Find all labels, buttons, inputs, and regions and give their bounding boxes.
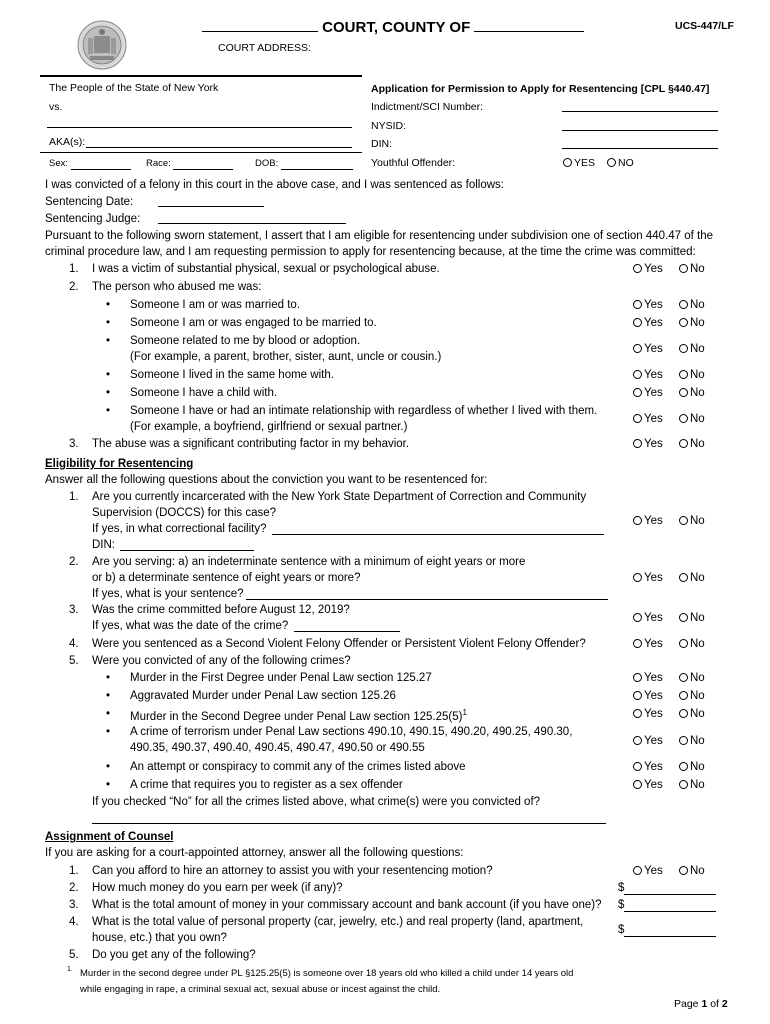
no-radio[interactable]: No <box>679 638 705 650</box>
yes-radio[interactable]: Yes <box>633 761 663 773</box>
yes-radio[interactable]: Yes <box>633 690 663 702</box>
no-radio[interactable]: No <box>679 779 705 791</box>
abuser-engaged-options[interactable] <box>633 317 705 329</box>
other-crimes-field[interactable] <box>92 812 606 824</box>
din-label: DIN: <box>371 138 392 150</box>
eligibility-intro: Answer all the following questions about the conviction you want to be resentenced for: <box>45 474 488 486</box>
crime-murder-second: • Murder in the Second Degree under Penal Law section $125.25(5)^1$ <box>130 708 467 723</box>
no-radio[interactable]: No <box>679 369 705 381</box>
yes-radio[interactable]: Yes <box>633 865 663 877</box>
aka-label: AKA(s): <box>49 136 86 148</box>
checked-no-question: If you checked “No” for all the crimes listed above, what crime(s) were you convicted of? <box>92 796 541 808</box>
yes-radio[interactable]: Yes <box>633 438 663 450</box>
footnote-mark: 1. <box>67 966 73 973</box>
abuse-q2: The person who abused me was: <box>92 281 262 293</box>
dob-label: DOB: <box>255 158 353 170</box>
youthful-no-radio[interactable]: NO <box>607 157 634 169</box>
sentence-field[interactable] <box>246 588 608 600</box>
elig-q2-options[interactable] <box>633 572 705 584</box>
no-radio[interactable]: No <box>679 708 705 720</box>
abuse-q2-number: 2. <box>69 281 79 293</box>
crime-murder-first-options[interactable] <box>633 672 705 684</box>
elig-q3-line1: Was the crime committed before August 12, 2019? <box>92 604 350 616</box>
abuser-married: • Someone I am or was married to. <box>130 299 300 311</box>
court-title: COURT, COUNTY OF <box>202 19 584 36</box>
counsel-q4-number: 4. <box>69 916 79 928</box>
facility-field[interactable] <box>272 523 604 535</box>
sentencing-judge-field[interactable] <box>158 212 346 224</box>
yes-radio[interactable]: Yes <box>633 779 663 791</box>
crime-murder-second-options[interactable] <box>633 708 705 720</box>
abuser-engaged: • Someone I am or was engaged to be married to. <box>130 317 377 329</box>
elig-q5: Were you convicted of any of the following crimes? <box>92 655 351 667</box>
elig-q4-options[interactable] <box>633 638 705 650</box>
counsel-q2-number: 2. <box>69 882 79 894</box>
counsel-q5-number: 5. <box>69 949 79 961</box>
counsel-q2: How much money do you earn per week (if any)? <box>92 882 343 894</box>
counsel-q1-options[interactable] <box>633 865 705 877</box>
counsel-q1-number: 1. <box>69 865 79 877</box>
yes-radio[interactable]: Yes <box>633 343 663 355</box>
no-radio[interactable]: No <box>679 299 705 311</box>
counsel-intro: If you are asking for a court-appointed attorney, answer all the following questions: <box>45 847 464 859</box>
din-field[interactable] <box>562 137 718 149</box>
header-rule <box>40 75 362 77</box>
abuser-child-options[interactable] <box>633 387 705 399</box>
dob-field[interactable] <box>281 158 353 170</box>
yes-radio[interactable]: Yes <box>633 735 663 747</box>
elig-q1-options[interactable] <box>633 515 705 527</box>
crime-terrorism: • A crime of terrorism under Penal Law sections 490.10, 490.15, 490.20, 490.25, 490.30, <box>130 726 572 738</box>
elig-q1-line2: Supervision (DOCCS) for this case? <box>92 507 277 519</box>
counsel-heading: Assignment of Counsel <box>45 831 174 843</box>
crime-aggravated-murder-options[interactable] <box>633 690 705 702</box>
elig-din-field[interactable] <box>120 539 254 551</box>
yes-radio[interactable]: Yes <box>633 263 663 275</box>
no-radio[interactable]: No <box>679 612 705 624</box>
abuser-child: • Someone I have a child with. <box>130 387 277 399</box>
no-radio[interactable]: No <box>679 387 705 399</box>
elig-q1-number: 1. <box>69 491 79 503</box>
counsel-q4-line2: house, etc.) that you own? <box>92 932 227 944</box>
yes-radio[interactable]: Yes <box>633 638 663 650</box>
elig-q4: Were you sentenced as a Second Violent Felony Offender or Persistent Violent Felony Offender? <box>92 638 586 650</box>
elig-q1-din-label: DIN: <box>92 539 115 551</box>
abuser-intimate-example: (For example, a boyfriend, girlfriend or sexual partner.) <box>130 421 408 433</box>
elig-q2-number: 2. <box>69 556 79 568</box>
abuser-related-example: (For example, a parent, brother, sister, aunt, uncle or cousin.) <box>130 351 442 363</box>
footnote-ref: 1 <box>462 708 467 717</box>
crime-murder-first: • Murder in the First Degree under Penal Law section 125.27 <box>130 672 432 684</box>
court-address-label: COURT ADDRESS: <box>218 42 311 54</box>
yes-radio[interactable]: Yes <box>633 708 663 720</box>
elig-q4-number: 4. <box>69 638 79 650</box>
abuse-q3: The abuse was a significant contributing factor in my behavior. <box>92 438 410 450</box>
yes-radio[interactable]: Yes <box>633 369 663 381</box>
abuser-related: • Someone related to me by blood or adoption. <box>130 335 360 347</box>
no-radio[interactable]: No <box>679 263 705 275</box>
no-radio[interactable]: No <box>679 865 705 877</box>
state-seal-logo <box>77 20 127 70</box>
abuse-q1-number: 1. <box>69 263 79 275</box>
property-value-field[interactable]: $ <box>618 924 716 937</box>
crime-terrorism-line2: 490.35, 490.37, 490.40, 490.45, 490.47, 490.50 or 490.55 <box>130 742 425 754</box>
people-label: The People of the State of New York <box>49 82 219 94</box>
no-radio[interactable]: No <box>679 438 705 450</box>
abuser-related-options[interactable] <box>633 343 705 355</box>
counsel-q4-line1: What is the total value of personal property (car, jewelry, etc.) and real property (land, apartment, <box>92 916 584 928</box>
elig-q3-date-label: If yes, what was the date of the crime? <box>92 620 289 632</box>
pursuant-line-2: criminal procedure law, and I am requesting permission to apply for resentencing because, at the time the crime was committed: <box>45 246 696 258</box>
footnote-line-2: while engaging in rape, a criminal sexual act, sexual abuse or incest against the child. <box>80 984 441 995</box>
race-label: Race: <box>146 158 233 170</box>
application-title: Application for Permission to Apply for Resentencing [CPL §440.47] <box>371 83 710 95</box>
pursuant-line-1: Pursuant to the following sworn statement, I assert that I am eligible for resentencing under subdivision one of section 440.47 of the <box>45 230 714 242</box>
elig-q1-line1: Are you currently incarcerated with the New York State Department of Correction and Community <box>92 491 587 503</box>
elig-q1-facility-label: If yes, in what correctional facility? <box>92 523 267 535</box>
indictment-label: Indictment/SCI Number: <box>371 101 484 113</box>
yes-radio[interactable]: Yes <box>633 413 663 425</box>
elig-q5-number: 5. <box>69 655 79 667</box>
elig-q3-number: 3. <box>69 604 79 616</box>
crime-attempt-options[interactable] <box>633 761 705 773</box>
no-radio[interactable]: No <box>679 735 705 747</box>
sentencing-date-label: Sentencing Date: <box>45 196 134 208</box>
no-radio[interactable]: No <box>679 690 705 702</box>
nysid-label: NYSID: <box>371 120 407 132</box>
elig-q2-sentence-label: If yes, what is your sentence? <box>92 588 244 600</box>
abuser-same-home: • Someone I lived in the same home with. <box>130 369 334 381</box>
counsel-q3-number: 3. <box>69 899 79 911</box>
abuser-same-home-options[interactable] <box>633 369 705 381</box>
weekly-earnings-field[interactable]: $ <box>618 882 716 895</box>
footnote-line-1: Murder in the second degree under PL §125.25(5) is someone over 18 years old who killed a child under 14 years old <box>80 968 574 979</box>
youthful-yes-radio[interactable]: YES <box>563 157 595 169</box>
elig-q2-line1: Are you serving: a) an indeterminate sentence with a minimum of eight years or more <box>92 556 526 568</box>
no-radio[interactable]: No <box>679 672 705 684</box>
crime-terrorism-options[interactable] <box>633 735 705 747</box>
yes-radio[interactable]: Yes <box>633 612 663 624</box>
race-field[interactable] <box>173 158 233 170</box>
vs-label: vs. <box>49 101 63 113</box>
convicted-statement: I was convicted of a felony in this court in the above case, and I was sentenced as follows: <box>45 179 504 191</box>
no-radio[interactable]: No <box>679 413 705 425</box>
sentencing-date-field[interactable] <box>158 195 264 207</box>
youthful-label: Youthful Offender: <box>371 157 456 169</box>
elig-q3-options[interactable] <box>633 612 705 624</box>
yes-radio[interactable]: Yes <box>633 572 663 584</box>
yes-radio[interactable]: Yes <box>633 317 663 329</box>
crime-attempt: • An attempt or conspiracy to commit any of the crimes listed above <box>130 761 466 773</box>
crime-sex-offender-options[interactable] <box>633 779 705 791</box>
defendant-line <box>47 127 352 128</box>
sex-field[interactable] <box>71 158 131 170</box>
indictment-field[interactable] <box>562 100 718 112</box>
counsel-q5: Do you get any of the following? <box>92 949 256 961</box>
no-radio[interactable]: No <box>679 761 705 773</box>
elig-q2-line2: or b) a determinate sentence of eight years or more? <box>92 572 361 584</box>
abuser-intimate: • Someone I have or had an intimate relationship with regardless of whether I lived with them. <box>130 405 597 417</box>
abuse-q1-options[interactable] <box>633 263 705 275</box>
yes-radio[interactable]: Yes <box>633 387 663 399</box>
account-total-field[interactable]: $ <box>618 899 716 912</box>
abuser-intimate-options[interactable] <box>633 413 705 425</box>
page-number: Page 1 of 2 <box>674 998 728 1010</box>
no-radio[interactable]: No <box>679 572 705 584</box>
counsel-q1: Can you afford to hire an attorney to assist you with your resentencing motion? <box>92 865 493 877</box>
no-radio[interactable]: No <box>679 317 705 329</box>
no-radio[interactable]: No <box>679 343 705 355</box>
counsel-q3: What is the total amount of money in your commissary account and bank account (if you have one)? <box>92 899 602 911</box>
abuse-q3-number: 3. <box>69 438 79 450</box>
caption-rule <box>40 152 362 153</box>
nysid-field[interactable] <box>562 119 718 131</box>
abuse-q3-options[interactable] <box>633 438 705 450</box>
crime-aggravated-murder: • Aggravated Murder under Penal Law section 125.26 <box>130 690 396 702</box>
abuse-q1: I was a victim of substantial physical, sexual or psychological abuse. <box>92 263 440 275</box>
crime-sex-offender: • A crime that requires you to register as a sex offender <box>130 779 403 791</box>
sentencing-judge-label: Sentencing Judge: <box>45 213 141 225</box>
eligibility-heading: Eligibility for Resentencing <box>45 458 194 470</box>
aka-line <box>86 147 352 148</box>
no-radio[interactable]: No <box>679 515 705 527</box>
abuser-married-options[interactable] <box>633 299 705 311</box>
crime-date-field[interactable] <box>294 620 400 632</box>
yes-radio[interactable]: Yes <box>633 515 663 527</box>
form-code: UCS-447/LF <box>675 20 734 32</box>
yes-radio[interactable]: Yes <box>633 299 663 311</box>
yes-radio[interactable]: Yes <box>633 672 663 684</box>
sex-label: Sex: <box>49 158 131 170</box>
